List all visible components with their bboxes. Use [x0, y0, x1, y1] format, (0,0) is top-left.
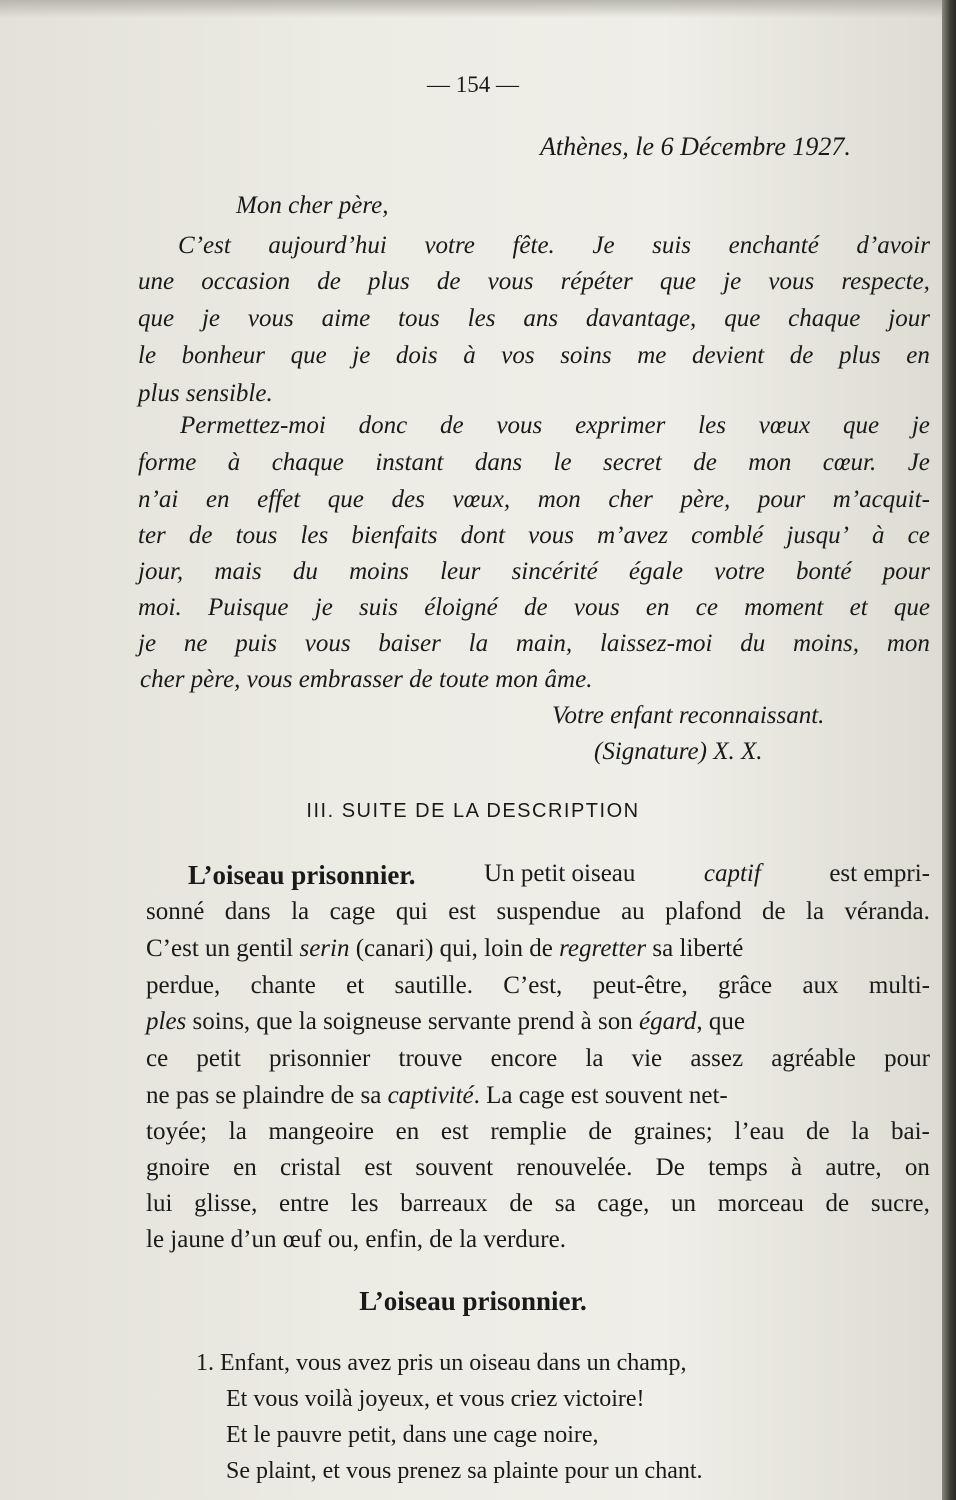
word: leur	[440, 558, 481, 585]
word: sucre,	[870, 1190, 930, 1217]
word: perdue,	[146, 972, 221, 999]
word: Je	[592, 232, 615, 259]
word: plus	[838, 342, 881, 369]
word: souvent	[415, 1154, 494, 1181]
word: tous	[235, 522, 278, 549]
letter-line	[180, 412, 930, 440]
word: chaque	[271, 449, 344, 476]
word: vous	[487, 268, 534, 295]
letter-line	[138, 268, 930, 296]
word: à	[872, 522, 885, 549]
word: est	[440, 1118, 469, 1145]
description-text: Un petit oiseau	[484, 860, 636, 887]
word: votre	[714, 558, 765, 585]
word: secret	[603, 449, 662, 476]
word: est	[364, 1154, 393, 1181]
word: ce	[907, 522, 930, 549]
word: aime	[321, 305, 371, 332]
word: Puisque	[207, 594, 289, 621]
word: C’est	[178, 232, 231, 259]
word: éloigné	[424, 594, 498, 621]
word: une	[138, 268, 175, 295]
word: je	[723, 268, 742, 295]
word: effet	[257, 486, 301, 513]
word: véranda.	[844, 898, 930, 925]
word: de	[436, 268, 461, 295]
word: vous	[528, 522, 574, 549]
word: trouve	[398, 1045, 463, 1072]
word: moi.	[138, 594, 182, 621]
letter-line: plus sensible.	[138, 380, 273, 407]
word: remplie	[490, 1118, 567, 1145]
description-line	[146, 1045, 930, 1073]
poem-line: Et vous voilà joyeux, et vous criez victoire!	[226, 1386, 645, 1412]
word: moins,	[793, 630, 860, 657]
word: en	[906, 342, 930, 369]
word: temps	[708, 1154, 768, 1181]
word: je	[138, 630, 157, 657]
word: est	[448, 898, 476, 925]
word: l’eau	[734, 1118, 785, 1145]
word: cristal	[280, 1154, 342, 1181]
description-text: est empri-	[829, 860, 930, 887]
word: pour	[757, 486, 806, 513]
word: que	[138, 305, 175, 332]
word: les	[698, 412, 726, 439]
word: je	[352, 342, 371, 369]
word: votre	[424, 232, 475, 259]
word: ne	[183, 630, 208, 657]
word: fête.	[512, 232, 555, 259]
word: peut-être,	[592, 972, 688, 999]
word: jusqu’	[786, 522, 849, 549]
word: ce	[695, 594, 718, 621]
word: à	[227, 449, 241, 476]
letter-salutation: Mon cher père,	[236, 192, 389, 219]
word: agréable	[771, 1045, 856, 1072]
word: devient	[691, 342, 765, 369]
word: de	[761, 898, 786, 925]
word: graines;	[633, 1118, 713, 1145]
word: laissez-moi	[599, 630, 713, 657]
word: ter	[138, 522, 166, 549]
word: vous	[573, 594, 620, 621]
word: mangeoire	[268, 1118, 374, 1145]
word: vœux,	[452, 486, 511, 513]
word: à	[791, 1154, 803, 1181]
description-line	[146, 1154, 930, 1182]
letter-line	[138, 449, 930, 477]
description-line	[146, 972, 930, 1000]
word: je	[314, 594, 333, 621]
description-emphasis: captif	[703, 860, 761, 887]
word: dont	[460, 522, 506, 549]
word: C’est,	[503, 972, 563, 999]
word: grâce	[718, 972, 773, 999]
word: respecte,	[841, 268, 930, 295]
word: cher	[608, 486, 653, 513]
word: qui	[395, 898, 428, 925]
description-line: ne pas se plaindre de sa captivité. La cage est souvent net-	[146, 1082, 728, 1109]
word: petit	[196, 1045, 241, 1072]
word: de	[693, 449, 717, 476]
word: bienfaits	[351, 522, 438, 549]
word: chaque	[788, 305, 861, 332]
word: puis	[235, 630, 277, 657]
word: que	[327, 486, 364, 513]
word: moment	[744, 594, 824, 621]
word: mon	[886, 630, 930, 657]
word: la	[291, 898, 310, 925]
word: égale	[628, 558, 684, 585]
word: vous	[247, 305, 294, 332]
word: moins	[349, 558, 409, 585]
word: m’acquit-	[832, 486, 930, 513]
word: davantage,	[585, 305, 697, 332]
word: forme	[138, 449, 197, 476]
word: main,	[515, 630, 573, 657]
word: exprimer	[575, 412, 666, 439]
word: en	[395, 1118, 420, 1145]
word: je	[201, 305, 221, 332]
word: que	[842, 412, 880, 439]
word: suis	[359, 594, 398, 621]
word: sautille.	[394, 972, 473, 999]
word: occasion	[201, 268, 291, 295]
word: vous	[304, 630, 351, 657]
word: lui	[146, 1190, 173, 1217]
word: que	[893, 594, 930, 621]
word: pour	[882, 558, 930, 585]
word: de	[524, 594, 548, 621]
word: dans	[474, 449, 523, 476]
word: la	[468, 630, 489, 657]
word: répéter	[560, 268, 633, 295]
word: morceau	[717, 1190, 804, 1217]
word: cage,	[597, 1190, 650, 1217]
word: Je	[907, 449, 930, 476]
word: les	[350, 1190, 379, 1217]
word: en	[205, 486, 230, 513]
word: sonné	[146, 898, 205, 925]
letter-line	[178, 232, 930, 260]
word: gnoire	[146, 1154, 210, 1181]
word: à	[463, 342, 476, 369]
letter-line	[138, 594, 930, 622]
word: de	[509, 1190, 534, 1217]
description-line	[146, 898, 930, 926]
word: renouvelée.	[516, 1154, 633, 1181]
word: plus	[368, 268, 410, 295]
letter-line	[138, 522, 930, 550]
word: ans	[523, 305, 559, 332]
poem-line: Et le pauvre petit, dans une cage noire,	[226, 1422, 599, 1448]
word: un	[671, 1190, 697, 1217]
word: de	[317, 268, 341, 295]
word: bonheur	[181, 342, 265, 369]
word: cage	[329, 898, 376, 925]
word: père,	[680, 486, 731, 513]
word: me	[637, 342, 667, 369]
word: que	[290, 342, 327, 369]
word: du	[292, 558, 318, 585]
word: bonté	[795, 558, 852, 585]
letter-closing: Votre enfant reconnaissant.	[552, 702, 825, 729]
letter-line: cher père, vous embrasser de toute mon âme.	[140, 666, 593, 693]
word: les	[300, 522, 329, 549]
word: mon	[537, 486, 581, 513]
word: toyée;	[146, 1118, 208, 1145]
section-heading: III. SUITE DE LA DESCRIPTION	[306, 800, 640, 822]
word: la	[851, 1118, 870, 1145]
description-line	[146, 1118, 930, 1146]
word: suspendue	[496, 898, 601, 925]
word: donc	[358, 412, 408, 439]
word: ce	[146, 1045, 169, 1072]
letter-line	[138, 342, 930, 370]
word: sincérité	[511, 558, 598, 585]
word: la	[228, 1118, 247, 1145]
word: la	[806, 898, 825, 925]
word: de	[588, 1118, 612, 1145]
word: plafond	[665, 898, 742, 925]
word: vos	[501, 342, 535, 369]
word: glisse,	[194, 1190, 258, 1217]
word: pour	[884, 1045, 930, 1072]
description-line: le jaune d’un œuf ou, enfin, de la verdure.	[146, 1226, 566, 1253]
word: multi-	[868, 972, 930, 999]
word: jour	[888, 305, 930, 332]
word: aux	[802, 972, 839, 999]
page-number: — 154 —	[427, 72, 519, 97]
letter-date: Athènes, le 6 Décembre 1927.	[540, 132, 851, 161]
word: vous	[496, 412, 543, 439]
word: je	[911, 412, 930, 439]
word: enchanté	[728, 232, 819, 259]
book-binding-edge	[942, 0, 956, 1500]
word: que	[659, 268, 697, 295]
description-line: ples soins, que la soigneuse servante prend à son égard, que	[146, 1008, 745, 1035]
description-line: C’est un gentil serin (canari) qui, loin de regretter sa liberté	[146, 935, 744, 962]
word: entre	[279, 1190, 330, 1217]
word: soins	[560, 342, 612, 369]
word: mais	[214, 558, 262, 585]
page-top-shadow	[0, 0, 946, 18]
description-line	[146, 1190, 930, 1218]
word: cœur.	[822, 449, 877, 476]
letter-line	[138, 630, 930, 658]
word: m’avez	[597, 522, 668, 549]
word: des	[391, 486, 425, 513]
letter-line	[138, 558, 930, 586]
word: on	[904, 1154, 930, 1181]
word: de	[789, 342, 814, 369]
description-first-line	[188, 860, 930, 891]
word: encore	[490, 1045, 558, 1072]
word: en	[233, 1154, 257, 1181]
word: en	[645, 594, 670, 621]
word: et	[849, 594, 868, 621]
word: vous	[768, 268, 815, 295]
word: n’ai	[138, 486, 179, 513]
word: Permettez-moi	[180, 412, 326, 439]
word: le	[553, 449, 572, 476]
word: d’avoir	[856, 232, 930, 259]
word: tous	[398, 305, 440, 332]
word: assez	[690, 1045, 744, 1072]
word: jour,	[138, 558, 184, 585]
word: barreaux	[400, 1190, 488, 1217]
word: le	[138, 342, 157, 369]
word: du	[740, 630, 766, 657]
poem-title: L’oiseau prisonnier.	[359, 1286, 587, 1316]
word: autre,	[825, 1154, 882, 1181]
word: au	[621, 898, 645, 925]
word: que	[724, 305, 761, 332]
word: aujourd’hui	[268, 232, 387, 259]
letter-line	[138, 486, 930, 514]
word: de	[188, 522, 213, 549]
letter-signature: (Signature) X. X.	[594, 738, 763, 765]
word: sa	[554, 1190, 576, 1217]
word: baiser	[378, 630, 441, 657]
word: mon	[748, 449, 792, 476]
poem-line: Se plaint, et vous prenez sa plainte pour un chant.	[226, 1458, 703, 1484]
poem-line: 1. Enfant, vous avez pris un oiseau dans un champ,	[196, 1350, 687, 1376]
word: de	[806, 1118, 830, 1145]
description-title: L’oiseau prisonnier.	[188, 860, 416, 890]
word: comblé	[691, 522, 764, 549]
word: dans	[224, 898, 271, 925]
word: et	[346, 972, 365, 999]
word: prisonnier	[268, 1045, 371, 1072]
word: la	[585, 1045, 604, 1072]
word: vie	[631, 1045, 663, 1072]
word: instant	[375, 449, 444, 476]
word: bai-	[891, 1118, 930, 1145]
word: dois	[395, 342, 438, 369]
letter-line	[138, 305, 930, 333]
word: de	[440, 412, 464, 439]
word: les	[467, 305, 496, 332]
word: chante	[250, 972, 316, 999]
word: suis	[652, 232, 692, 259]
word: de	[825, 1190, 850, 1217]
word: De	[655, 1154, 685, 1181]
word: vœux	[758, 412, 811, 439]
